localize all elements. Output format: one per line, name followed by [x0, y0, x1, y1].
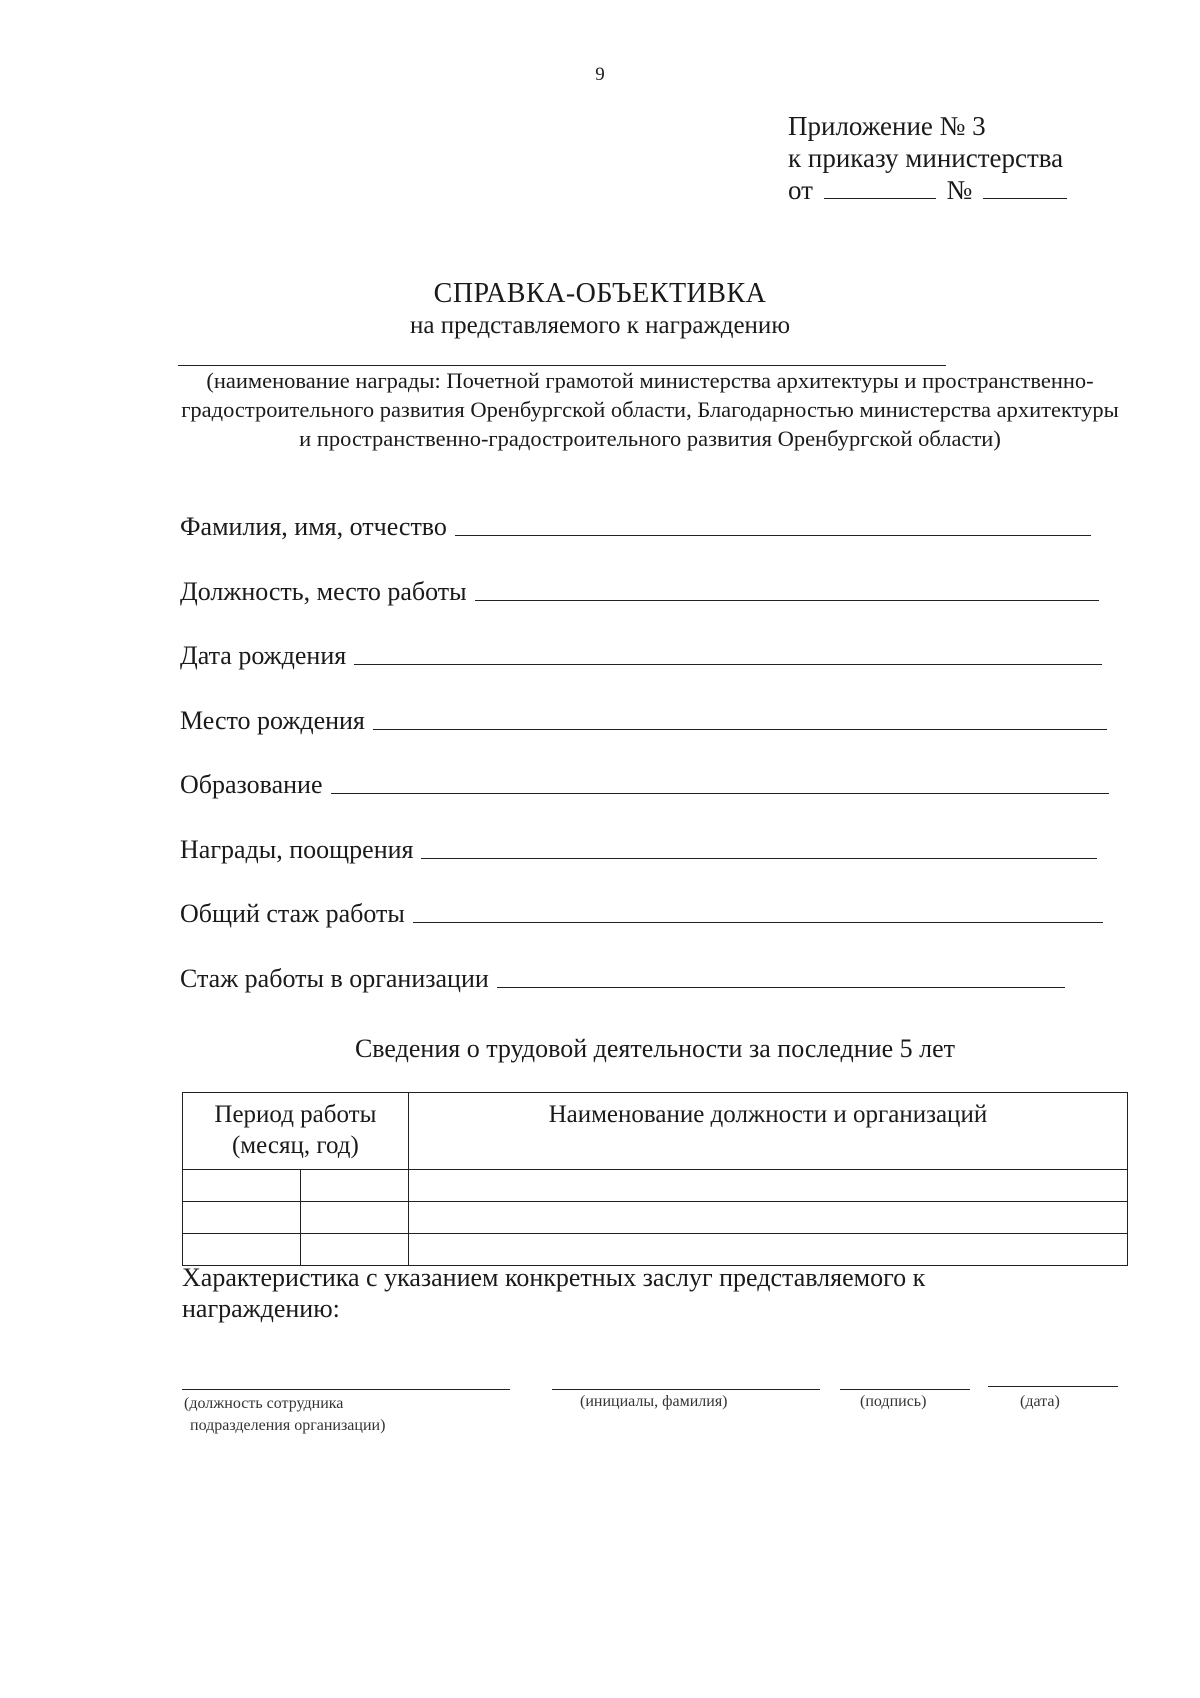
field-org-experience-line[interactable]: [497, 965, 1065, 988]
table-row: [183, 1170, 1128, 1202]
field-position: [180, 577, 1099, 607]
document-title: СПРАВКА-ОБЪЕКТИВКА: [433, 278, 767, 309]
field-full-name-line[interactable]: [455, 513, 1091, 536]
table-row: [183, 1202, 1128, 1234]
appendix-block: [788, 110, 1067, 206]
signature-caption: (подпись): [860, 1393, 927, 1410]
award-note: (наименование награды: Почетной грамотой министерства архитектуры и пространственно-градостроительного развития Оренбургской области, Благодарностью министерства архитектуры и пространственно-градостроительного развития Оренбургской области): [181, 368, 1119, 451]
from-label: от: [788, 175, 813, 205]
date-signature-line[interactable]: [988, 1386, 1118, 1387]
field-org-experience-label: Стаж работы в организации: [180, 964, 489, 993]
work-section-title: Сведения о трудовой деятельности за последние 5 лет: [354, 1034, 956, 1063]
period-start-cell[interactable]: [183, 1202, 301, 1234]
position-cell[interactable]: [408, 1202, 1127, 1234]
date-caption: (дата): [1020, 1393, 1060, 1410]
position-signature-line[interactable]: [182, 1389, 510, 1390]
position-caption: [184, 1393, 385, 1437]
field-total-experience-line[interactable]: [413, 900, 1103, 923]
period-end-cell[interactable]: [300, 1202, 408, 1234]
field-full-name: [180, 512, 1091, 542]
field-position-label: Должность, место работы: [180, 577, 467, 606]
work-position-header: Наименование должности и организаций: [408, 1093, 1127, 1170]
field-awards-label: Награды, поощрения: [180, 835, 414, 864]
field-birth-date-line[interactable]: [354, 642, 1102, 665]
field-total-experience-label: Общий стаж работы: [180, 899, 405, 928]
characteristic-label: Характеристика с указанием конкретных заслуг представляемого к награждению:: [182, 1263, 926, 1323]
date-blank[interactable]: [824, 174, 936, 199]
position-cell[interactable]: [408, 1234, 1127, 1266]
field-birth-place-line[interactable]: [373, 707, 1107, 730]
field-org-experience: [180, 964, 1065, 994]
field-awards: [180, 835, 1097, 865]
period-start-cell[interactable]: [183, 1234, 301, 1266]
work-history-table: [182, 1092, 1128, 1266]
document-subtitle: на представляемого к награждению: [409, 312, 790, 339]
work-period-header: Период работы (месяц, год): [183, 1093, 409, 1170]
field-birth-date: [180, 641, 1102, 671]
work-table-header-row: [183, 1093, 1128, 1170]
field-full-name-label: Фамилия, имя, отчество: [180, 512, 447, 541]
field-birth-date-label: Дата рождения: [180, 641, 347, 670]
name-caption: (инициалы, фамилия): [580, 1393, 728, 1410]
field-education-line[interactable]: [331, 771, 1109, 794]
appendix-title: Приложение № 3: [788, 111, 986, 141]
signature-line[interactable]: [840, 1389, 970, 1390]
field-education-label: Образование: [180, 770, 323, 799]
appendix-order: к приказу министерства: [788, 143, 1064, 173]
number-blank[interactable]: [983, 174, 1067, 199]
period-start-cell[interactable]: [183, 1170, 301, 1202]
period-end-cell[interactable]: [300, 1234, 408, 1266]
position-cell[interactable]: [408, 1170, 1127, 1202]
field-education: [180, 770, 1109, 800]
period-end-cell[interactable]: [300, 1170, 408, 1202]
position-caption-line2: подразделения организации): [190, 1417, 386, 1434]
field-position-line[interactable]: [475, 578, 1099, 601]
name-signature-line[interactable]: [552, 1389, 820, 1390]
position-caption-line1: (должность сотрудника: [184, 1395, 344, 1412]
page-number: 9: [595, 64, 605, 85]
field-awards-line[interactable]: [421, 836, 1097, 859]
field-total-experience: [180, 899, 1103, 929]
table-row: [183, 1234, 1128, 1266]
number-label: №: [946, 175, 973, 205]
appendix-date-number: [788, 174, 1067, 206]
field-birth-place-label: Место рождения: [180, 706, 365, 735]
field-birth-place: [180, 706, 1107, 736]
